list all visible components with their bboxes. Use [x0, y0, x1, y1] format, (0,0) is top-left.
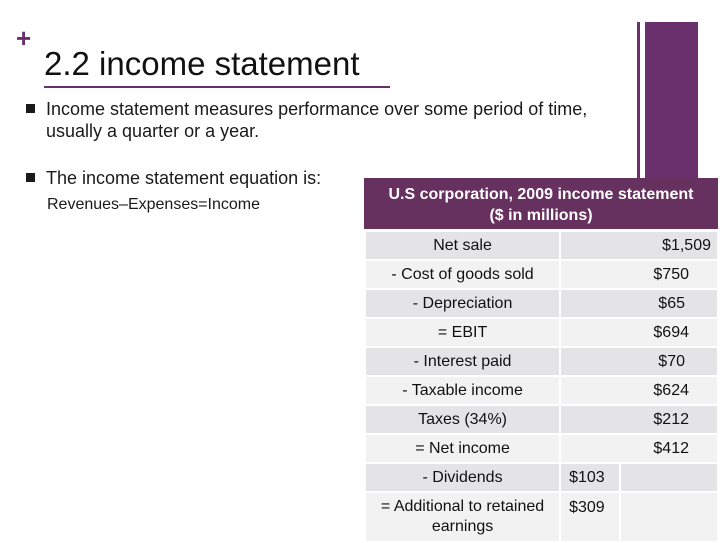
statement-header — [364, 178, 718, 229]
row-label: = Net income — [365, 434, 560, 463]
table-row — [365, 231, 718, 260]
row-label: - Taxable income — [365, 376, 560, 405]
row-amount: $65 — [560, 289, 718, 318]
row-label: - Depreciation — [365, 289, 560, 318]
equation-text: Revenues–Expenses=Income — [47, 196, 261, 213]
row-label: = EBIT — [365, 318, 560, 347]
bullet-marker — [26, 173, 35, 182]
row-amount: $103 — [560, 463, 620, 492]
row-label: Net sale — [365, 231, 560, 260]
statement-header-units: ($ in millions) — [489, 207, 593, 224]
table-row — [365, 405, 718, 434]
bullet-text-1: Income statement measures performance over some period of time, usually a quarter or a year. — [46, 99, 588, 141]
row-amount: $70 — [560, 347, 718, 376]
table-row — [365, 463, 718, 492]
bullet-marker — [26, 104, 35, 113]
bullet-text-2: The income statement equation is: — [46, 168, 322, 188]
table-row — [365, 289, 718, 318]
table-row — [365, 318, 718, 347]
row-amount: $412 — [560, 434, 718, 463]
row-label: - Dividends — [365, 463, 560, 492]
row-amount: $750 — [560, 260, 718, 289]
table-row — [365, 434, 718, 463]
plus-icon: + — [16, 23, 32, 53]
row-amount: $212 — [560, 405, 718, 434]
empty-cell — [620, 492, 718, 542]
empty-cell — [620, 463, 718, 492]
row-label: - Cost of goods sold — [365, 260, 560, 289]
row-amount: $1,509 — [560, 231, 718, 260]
table-row — [365, 492, 718, 542]
slide-title: 2.2 income statement — [44, 42, 390, 88]
income-statement-table — [364, 230, 719, 543]
table-row — [365, 376, 718, 405]
row-amount: $309 — [560, 492, 620, 542]
row-label: = Additional to retained earnings — [365, 492, 560, 542]
table-row — [365, 260, 718, 289]
row-amount: $624 — [560, 376, 718, 405]
table-row — [365, 347, 718, 376]
row-label: - Interest paid — [365, 347, 560, 376]
row-label: Taxes (34%) — [365, 405, 560, 434]
statement-header-title: U.S corporation, 2009 income statement — [388, 186, 694, 203]
row-amount: $694 — [560, 318, 718, 347]
